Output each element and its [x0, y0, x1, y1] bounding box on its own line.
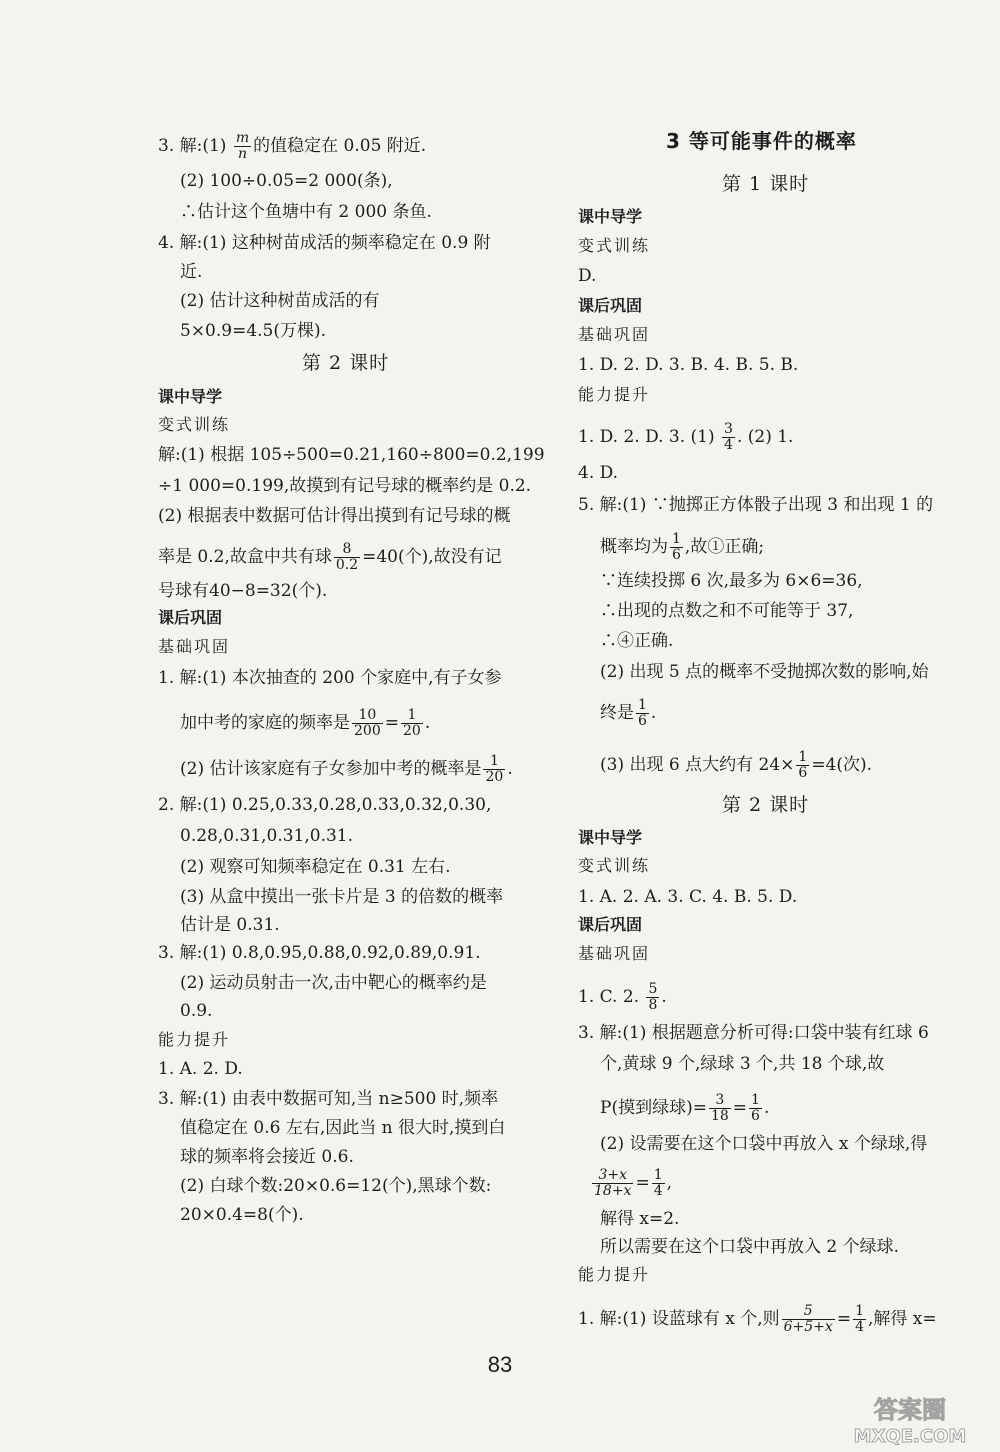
ability5-line6: (2) 出现 5 点的概率不受抛掷次数的影响,始 [600, 662, 929, 682]
basic2-line1: 2. 解:(1) 0.25,0.33,0.28,0.33,0.32,0.30, [158, 795, 492, 815]
q3-line1: 3. 解:(1) $\frac{m}{n}$ 的值稳定在 0.05 附近. [158, 130, 427, 162]
ability3-line2: 值稳定在 0.6 左右,因此当 n 很大时,摸到白 [180, 1118, 506, 1138]
basic3-line3: P(摸到绿球)= $\frac{3}{18}$ = $\frac{1}{6}$ . [600, 1092, 770, 1124]
fraction-1-over-20: $\frac{1}{20}$ [402, 707, 421, 739]
ability-line1: 1. A. 2. D. [158, 1059, 243, 1079]
ability5-line7: 终是 $\frac{1}{6}$ . [600, 697, 657, 729]
fraction-5-over-sum: $\frac{5}{6+5+x}$ [783, 1303, 833, 1335]
section-after-2: 课后巩固 [578, 915, 643, 934]
variant-line3: (2) 根据表中数据可估计得出摸到有记号球的概 [158, 506, 511, 526]
ability2-line1: 1. 解:(1) 设蓝球有 x 个,则 $\frac{5}{6+5+x}$ = $\frac{1}{4}$ ,解得 x= [578, 1303, 937, 1335]
q3-line2: (2) 100÷0.05=2 000(条), [180, 171, 393, 191]
ability5-line5: ∴④正确. [600, 631, 674, 651]
subsection-ability: 能力提升 [158, 1030, 231, 1049]
fraction-1-over-20: $\frac{1}{20}$ [485, 753, 504, 785]
variant-line2: ÷1 000=0.199,故摸到有记号球的概率约是 0.2. [158, 476, 532, 496]
watermark-line1: 答案圈 [874, 1396, 946, 1424]
variant-line4: 率是 0.2,故盒中共有球 $\frac{8}{0.2}$ =40(个),故没有记 [158, 541, 502, 573]
lesson-1-heading: 第 1 课时 [722, 173, 810, 195]
ability3-line1: 3. 解:(1) 由表中数据可知,当 n≥500 时,频率 [158, 1089, 499, 1109]
fraction-1-over-6: $\frac{1}{6}$ [798, 749, 808, 781]
ability5-line3: ∵连续投掷 6 次,最多为 6×6=36, [600, 571, 863, 591]
basic-answers: 1. D. 2. D. 3. B. 4. B. 5. B. [578, 355, 799, 375]
basic3-line6: 解得 x=2. [600, 1209, 680, 1229]
fraction-3-over-18: $\frac{3}{18}$ [710, 1092, 729, 1124]
basic3-line2: 个,黄球 9 个,绿球 3 个,共 18 个球,故 [600, 1054, 885, 1074]
basic3-line3: 0.9. [180, 1001, 213, 1021]
section-after: 课后巩固 [158, 608, 223, 627]
basic1-line2: 加中考的家庭的频率是 $\frac{10}{200}$ = $\frac{1}{20}$ . [180, 707, 431, 739]
basic2-line3: (2) 观察可知频率稳定在 0.31 左右. [180, 857, 451, 877]
variant-answer: D. [578, 266, 597, 286]
basic3-line4: (2) 设需要在这个口袋中再放入 x 个绿球,得 [600, 1134, 928, 1154]
subsection-variant: 变式训练 [578, 236, 651, 255]
fraction-1-over-6: $\frac{1}{6}$ [751, 1092, 760, 1124]
subsection-basic-2: 基础巩固 [578, 944, 651, 963]
basic3-line7: 所以需要在这个口袋中再放入 2 个绿球. [600, 1237, 900, 1257]
fraction-5-over-8: $\frac{5}{8}$ [648, 981, 658, 1013]
section-guide-2: 课中导学 [578, 828, 643, 847]
ability5-line8: (3) 出现 6 点大约有 24× $\frac{1}{6}$ =4(次). [600, 749, 873, 781]
basic3-line1: 3. 解:(1) 根据题意分析可得:口袋中装有红球 6 [578, 1023, 929, 1043]
ability3-line5: 20×0.4=8(个). [180, 1205, 304, 1225]
watermark-logo [830, 1392, 990, 1448]
basic2-line1: 1. C. 2. $\frac{5}{8}$ . [578, 981, 667, 1013]
basic2-line5: 估计是 0.31. [180, 915, 280, 935]
page-number: 83 [487, 1352, 513, 1377]
fraction-1-over-4: $\frac{1}{4}$ [653, 1167, 663, 1199]
ability3-line4: (2) 白球个数:20×0.6=12(个),黑球个数: [180, 1176, 492, 1196]
section-guide: 课中导学 [578, 207, 643, 226]
lesson-2-heading: 第 2 课时 [722, 794, 810, 816]
subsection-ability: 能力提升 [578, 385, 651, 404]
ability5-line1: 5. 解:(1) ∵抛掷正方体骰子出现 3 和出现 1 的 [578, 495, 934, 515]
fraction-m-over-n: $\frac{m}{n}$ [235, 130, 250, 162]
watermark-line2: MXQE.COM [853, 1426, 967, 1447]
ability-line1: 1. D. 2. D. 3. (1) $\frac{3}{4}$ . (2) 1. [578, 421, 794, 453]
fraction-1-over-4: $\frac{1}{4}$ [855, 1303, 864, 1335]
subsection-ability-2: 能力提升 [578, 1265, 651, 1284]
subsection-basic: 基础巩固 [578, 325, 651, 344]
lesson-2-heading: 第 2 课时 [302, 352, 390, 374]
ability5-line2: 概率均为 $\frac{1}{6}$ ,故①正确; [600, 531, 765, 563]
basic1-line3: (2) 估计该家庭有子女参加中考的概率是 $\frac{1}{20}$ . [180, 753, 513, 785]
q4-line2: 近. [180, 262, 203, 282]
fraction-1-over-6: $\frac{1}{6}$ [638, 697, 647, 729]
variant-line1: 解:(1) 根据 105÷500=0.21,160÷800=0.2,199 [158, 445, 545, 465]
basic3-line5: $\frac{3+x}{18+x}$ = $\frac{1}{4}$ , [594, 1167, 673, 1199]
q4-line3: (2) 估计这种树苗成活的有 [180, 291, 380, 311]
basic2-line4: (3) 从盒中摸出一张卡片是 3 的倍数的概率 [180, 887, 504, 907]
fraction-equation: $\frac{3+x}{18+x}$ [594, 1167, 632, 1199]
q4-line4: 5×0.9=4.5(万棵). [180, 321, 327, 341]
fraction-1-over-6: $\frac{1}{6}$ [672, 531, 681, 563]
ability3-line3: 球的频率将会接近 0.6. [180, 1147, 354, 1167]
basic3-line1: 3. 解:(1) 0.8,0.95,0.88,0.92,0.89,0.91. [158, 943, 481, 963]
section-guide: 课中导学 [158, 387, 223, 406]
ability5-line4: ∴出现的点数之和不可能等于 37, [600, 601, 854, 621]
fraction-10-over-200: $\frac{10}{200}$ [354, 707, 381, 739]
section-after: 课后巩固 [578, 296, 643, 315]
fraction-8-over-0.2: $\frac{8}{0.2}$ [335, 541, 359, 573]
fraction-3-over-4: $\frac{3}{4}$ [724, 421, 733, 453]
basic3-line2: (2) 运动员射击一次,击中靶心的概率约是 [180, 973, 487, 993]
variant-line5: 号球有40−8=32(个). [158, 581, 328, 601]
variant2-answers: 1. A. 2. A. 3. C. 4. B. 5. D. [578, 887, 798, 907]
subsection-variant: 变式训练 [158, 415, 231, 434]
q3-line3: ∴估计这个鱼塘中有 2 000 条鱼. [180, 202, 432, 222]
ability-line2: 4. D. [578, 463, 619, 483]
q4-line1: 4. 解:(1) 这种树苗成活的频率稳定在 0.9 附 [158, 233, 491, 253]
subsection-variant-2: 变式训练 [578, 856, 651, 875]
subsection-basic: 基础巩固 [158, 637, 231, 656]
basic1-line1: 1. 解:(1) 本次抽查的 200 个家庭中,有子女参 [158, 668, 502, 688]
basic2-line2: 0.28,0.31,0.31,0.31. [180, 826, 354, 846]
chapter-heading: 3 等可能事件的概率 [666, 129, 857, 153]
